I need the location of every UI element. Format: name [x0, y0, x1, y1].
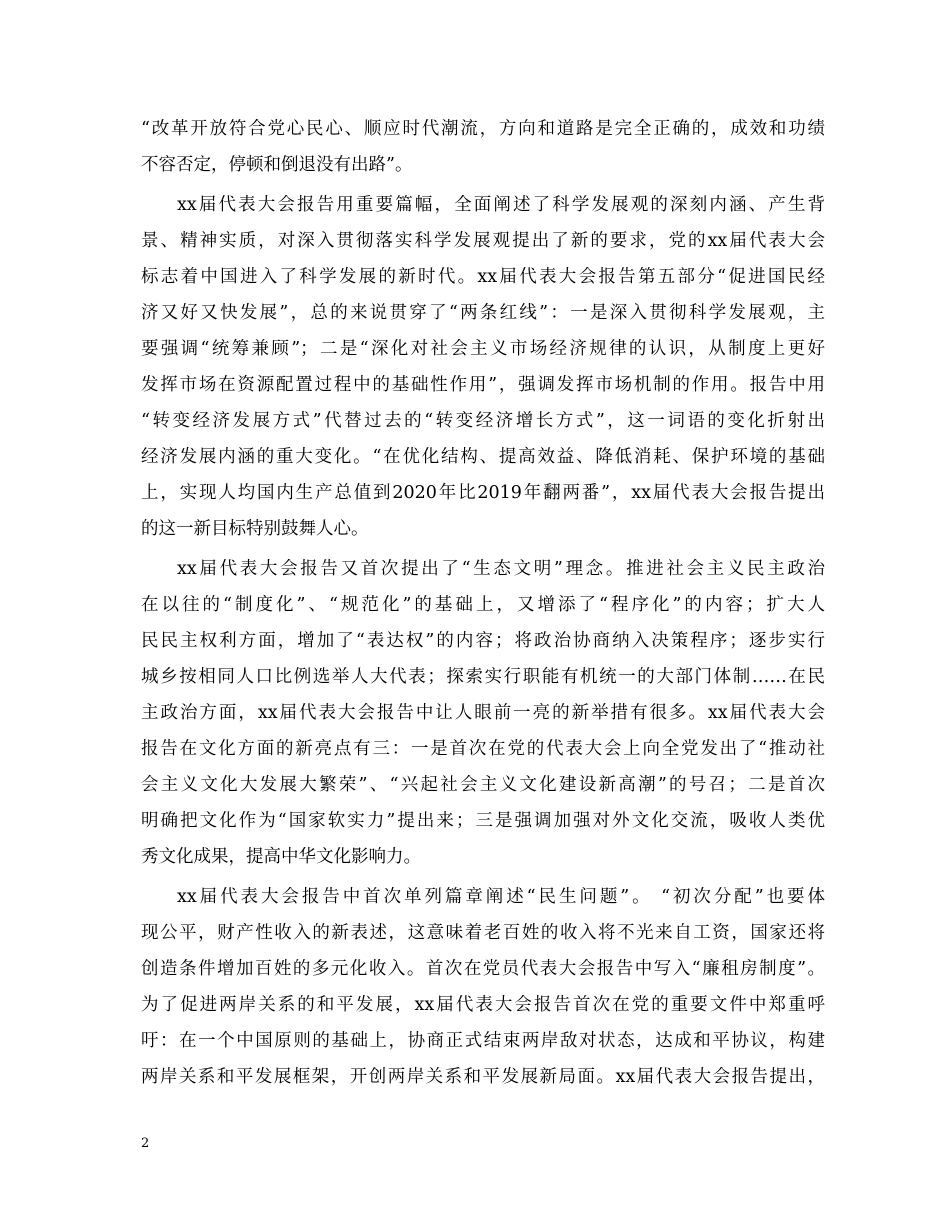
text-line: 主政治方面，xx届代表大会报告中让人眼前一亮的新举措有很多。xx届代表大会 — [141, 703, 825, 723]
text-line: 景、精神实质，对深入贯彻落实科学发展观提出了新的要求，党的xx届代表大会 — [141, 231, 825, 251]
text-line: 的这一新目标特别鼓舞人心。 — [141, 519, 369, 539]
text-line: 不容否定，停顿和倒退没有出路”。 — [141, 155, 413, 175]
paragraph-first-line: xx届代表大会报告又首次提出了“生态文明”理念。推进社会主义民主政治 — [177, 559, 825, 579]
text-line: 报告在文化方面的新亮点有三：一是首次在党的代表大会上向全党发出了“推动社 — [141, 739, 825, 759]
text-line: 在以往的“制度化”、“规范化”的基础上，又增添了“程序化”的内容；扩大人 — [141, 595, 825, 615]
text-line: 要强调“统筹兼顾”；二是“深化对社会主义市场经济规律的认识，从制度上更好 — [141, 339, 825, 359]
text-line: 济又好又快发展”，总的来说贯穿了“两条红线”：一是深入贯彻科学发展观，主 — [141, 303, 825, 323]
text-line: 吁：在一个中国原则的基础上，协商正式结束两岸敌对状态，达成和平协议，构建 — [141, 1031, 825, 1051]
text-line: 创造条件增加百姓的多元化收入。首次在党员代表大会报告中写入“廉租房制度”。 — [141, 959, 825, 979]
text-line: 民民主权利方面，增加了“表达权”的内容；将政治协商纳入决策程序；逐步实行 — [141, 631, 825, 651]
text-line: 经济发展内涵的重大变化。“在优化结构、提高效益、降低消耗、保护环境的基础 — [141, 447, 825, 467]
text-line: 会主义文化大发展大繁荣”、“兴起社会主义文化建设新高潮”的号召；二是首次 — [141, 775, 825, 795]
paragraph-first-line: xx届代表大会报告用重要篇幅，全面阐述了科学发展观的深刻内涵、产生背 — [177, 195, 825, 215]
text-line: 标志着中国进入了科学发展的新时代。xx届代表大会报告第五部分“促进国民经 — [141, 267, 825, 287]
paragraph-first-line: xx届代表大会报告中首次单列篇章阐述“民生问题”。 “初次分配”也要体 — [177, 887, 825, 907]
text-line: 现公平，财产性收入的新表述，这意味着老百姓的收入将不光来自工资，国家还将 — [141, 923, 825, 943]
text-line: 为了促进两岸关系的和平发展，xx届代表大会报告首次在党的重要文件中郑重呼 — [141, 995, 825, 1015]
text-line: 发挥市场在资源配置过程中的基础性作用”，强调发挥市场机制的作用。报告中用 — [141, 375, 825, 395]
text-line: 秀文化成果，提高中华文化影响力。 — [141, 847, 421, 867]
page-number: 2 — [141, 1136, 150, 1151]
text-line: “转变经济发展方式”代替过去的“转变经济增长方式”，这一词语的变化折射出 — [141, 411, 825, 431]
text-line: 上，实现人均国内生产总值到2020年比2019年翻两番”，xx届代表大会报告提出 — [141, 483, 825, 503]
text-line: 两岸关系和平发展框架，开创两岸关系和平发展新局面。xx届代表大会报告提出， — [141, 1067, 825, 1087]
text-line: “改革开放符合党心民心、顺应时代潮流，方向和道路是完全正确的，成效和功绩 — [141, 119, 825, 139]
text-line: 明确把文化作为“国家软实力”提出来；三是强调加强对外文化交流，吸收人类优 — [141, 811, 825, 831]
text-line: 城乡按相同人口比例选举人大代表；探索实行职能有机统一的大部门体制……在民 — [141, 667, 825, 687]
